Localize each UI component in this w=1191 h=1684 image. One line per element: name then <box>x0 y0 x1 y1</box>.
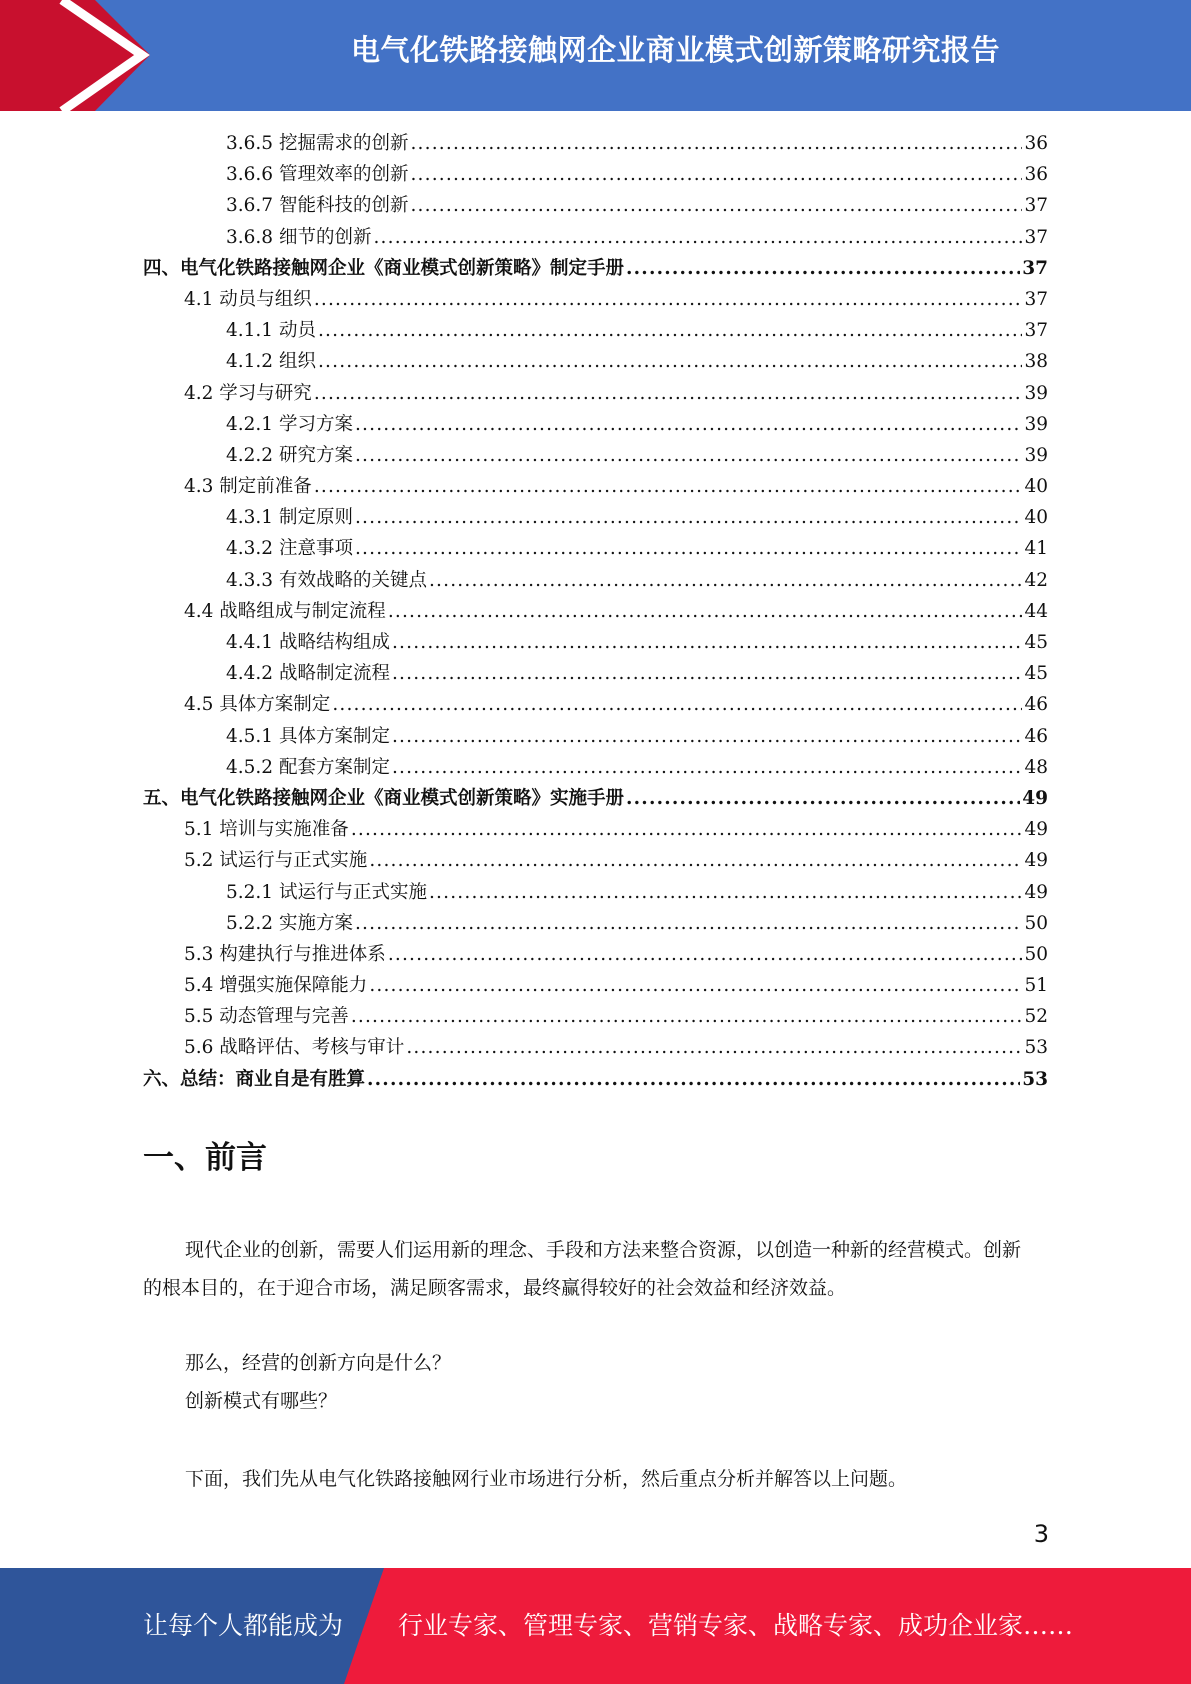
toc-entry-page: 49 <box>1024 881 1048 903</box>
toc-entry[interactable] <box>143 627 1048 658</box>
toc-entry[interactable] <box>143 346 1048 377</box>
toc-entry-title: 5.1 培训与实施准备 <box>184 819 349 841</box>
toc-entry-title: 3.6.5 挖掘需求的创新 <box>226 133 409 154</box>
toc-entry-title: 5.6 战略评估、考核与审计 <box>184 1037 405 1059</box>
paragraph-next: 下面，我们先从电气化铁路接触网行业市场进行分析，然后重点分析并解答以上问题。 <box>185 1468 908 1490</box>
toc-entry[interactable] <box>143 533 1048 564</box>
toc-entry-page: 40 <box>1024 476 1048 498</box>
toc-dot-leader <box>388 939 1023 970</box>
toc-entry-title: 5.2 试运行与正式实施 <box>184 850 368 872</box>
toc-dot-leader <box>410 159 1022 190</box>
toc-dot-leader <box>406 1032 1022 1063</box>
toc-entry-title: 4.5.1 具体方案制定 <box>226 725 390 747</box>
page-number: 3 <box>1033 1520 1049 1548</box>
toc-entry-title: 4.1.2 组织 <box>226 351 316 373</box>
toc-entry[interactable] <box>143 814 1048 845</box>
toc-dot-leader <box>314 378 1023 409</box>
toc-entry[interactable] <box>143 253 1048 284</box>
section-title: 一、前言 <box>143 1140 267 1176</box>
toc-dot-leader <box>314 284 1023 315</box>
toc-entry-title: 4.1 动员与组织 <box>184 288 312 310</box>
toc-entry-page: 39 <box>1024 444 1048 466</box>
toc-entry-title: 4.3.1 制定原则 <box>226 507 353 529</box>
paragraph-question-1: 那么，经营的创新方向是什么？ <box>185 1352 452 1374</box>
toc-dot-leader <box>392 752 1022 783</box>
toc-entry[interactable] <box>143 939 1048 970</box>
toc-entry[interactable] <box>143 471 1048 502</box>
toc-dot-leader <box>351 814 1023 845</box>
paragraph-intro: 现代企业的创新，需要人们运用新的理念、手段和方法来整合资源，以创造一种新的经营模式。创新的根本目的，在于迎合市场，满足顾客需求，最终赢得较好的社会效益和经济效益。 <box>143 1239 1022 1299</box>
toc-entry-page: 45 <box>1024 632 1048 653</box>
toc-entry[interactable] <box>143 159 1048 190</box>
toc-entry-title: 四、电气化铁路接触网企业《商业模式创新策略》制定手册 <box>143 257 625 279</box>
toc-entry[interactable] <box>143 190 1048 221</box>
toc-entry[interactable] <box>143 315 1048 346</box>
toc-dot-leader <box>367 1064 1020 1095</box>
toc-entry-page: 37 <box>1024 226 1048 248</box>
toc-entry-title: 4.2 学习与研究 <box>184 382 312 404</box>
toc-dot-leader <box>318 346 1023 377</box>
toc-entry-title: 5.4 增强实施保障能力 <box>184 975 368 997</box>
toc-entry-page: 36 <box>1024 164 1048 186</box>
footer-slogan-left: 让每个人都能成为 <box>143 1611 344 1640</box>
toc-entry[interactable] <box>143 1001 1048 1032</box>
toc-entry[interactable] <box>143 1064 1048 1095</box>
toc-dot-leader <box>392 721 1022 752</box>
toc-entry[interactable] <box>143 845 1048 876</box>
toc-entry[interactable] <box>143 752 1048 783</box>
toc-entry[interactable] <box>143 689 1048 720</box>
toc-entry-page: 37 <box>1024 320 1048 342</box>
toc-entry-title: 5.3 构建执行与推进体系 <box>184 943 386 965</box>
toc-entry[interactable] <box>143 596 1048 627</box>
toc-entry-page: 50 <box>1024 912 1048 934</box>
toc-entry-page: 40 <box>1024 507 1048 529</box>
toc-dot-leader <box>314 471 1023 502</box>
toc-entry-page: 52 <box>1024 1006 1048 1028</box>
toc-dot-leader <box>392 658 1022 689</box>
toc-dot-leader <box>410 190 1022 221</box>
toc-dot-leader <box>429 877 1022 908</box>
toc-dot-leader <box>318 315 1023 346</box>
toc-entry-title: 六、总结：商业自是有胜算 <box>143 1068 366 1090</box>
footer-slogan-right: 行业专家、管理专家、营销专家、战略专家、成功企业家…… <box>398 1611 1074 1640</box>
toc-entry-page: 37 <box>1024 288 1048 310</box>
toc-entry-title: 五、电气化铁路接触网企业《商业模式创新策略》实施手册 <box>143 787 625 809</box>
toc-entry[interactable] <box>143 908 1048 939</box>
toc-entry[interactable] <box>143 440 1048 471</box>
toc-entry-page: 37 <box>1022 257 1048 279</box>
toc-entry-page: 48 <box>1024 756 1048 778</box>
toc-entry-title: 4.4.1 战略结构组成 <box>226 632 390 653</box>
toc-entry-title: 3.6.6 管理效率的创新 <box>226 164 409 186</box>
toc-dot-leader <box>355 440 1023 471</box>
toc-dot-leader <box>332 689 1022 720</box>
page-header <box>0 0 1191 111</box>
toc-entry[interactable] <box>143 284 1048 315</box>
toc-entry-title: 5.2.1 试运行与正式实施 <box>226 881 427 903</box>
toc-entry-title: 4.2.2 研究方案 <box>226 444 353 466</box>
toc-entry-page: 39 <box>1024 382 1048 404</box>
toc-entry-title: 3.6.8 细节的创新 <box>226 226 372 248</box>
toc-dot-leader <box>351 1001 1023 1032</box>
toc-entry-title: 4.4 战略组成与制定流程 <box>184 600 386 622</box>
toc-entry-page: 50 <box>1024 943 1048 965</box>
toc-entry-page: 45 <box>1024 663 1048 685</box>
toc-entry[interactable] <box>143 970 1048 1001</box>
toc-entry[interactable] <box>143 565 1048 596</box>
toc-entry[interactable] <box>143 877 1048 908</box>
toc-entry-page: 49 <box>1024 819 1048 841</box>
toc-dot-leader <box>355 502 1023 533</box>
toc-entry-page: 38 <box>1024 351 1048 373</box>
toc-dot-leader <box>355 908 1023 939</box>
toc-entry-page: 49 <box>1024 850 1048 872</box>
toc-dot-leader <box>410 128 1022 159</box>
toc-entry-title: 4.4.2 战略制定流程 <box>226 663 390 685</box>
toc-entry-title: 4.2.1 学习方案 <box>226 413 353 435</box>
toc-entry-title: 4.1.1 动员 <box>226 320 316 342</box>
toc-entry[interactable] <box>143 502 1048 533</box>
toc-entry-page: 44 <box>1024 600 1048 622</box>
page-footer <box>0 1568 1191 1684</box>
toc-entry-title: 4.3.2 注意事项 <box>226 538 353 560</box>
toc-dot-leader <box>373 222 1022 253</box>
toc-entry[interactable] <box>143 222 1048 253</box>
toc-dot-leader <box>388 596 1023 627</box>
toc-entry[interactable] <box>143 1032 1048 1063</box>
toc-entry[interactable] <box>143 721 1048 752</box>
toc-entry-page: 53 <box>1024 1037 1048 1059</box>
toc-dot-leader <box>626 783 1020 814</box>
toc-entry-page: 46 <box>1024 725 1048 747</box>
toc-entry[interactable] <box>143 128 1048 159</box>
toc-entry-title: 5.2.2 实施方案 <box>226 912 353 934</box>
toc-dot-leader <box>369 970 1022 1001</box>
paragraph-question-2: 创新模式有哪些？ <box>185 1390 338 1412</box>
toc-dot-leader <box>429 565 1022 596</box>
report-title: 电气化铁路接触网企业商业模式创新策略研究报告 <box>350 33 1000 67</box>
toc-dot-leader <box>392 627 1022 658</box>
toc-entry-page: 36 <box>1024 133 1048 154</box>
toc-entry-page: 39 <box>1024 413 1048 435</box>
toc-entry-title: 4.3.3 有效战略的关键点 <box>226 569 427 591</box>
toc-entry[interactable] <box>143 409 1048 440</box>
table-of-contents <box>143 128 1048 1095</box>
toc-entry-title: 5.5 动态管理与完善 <box>184 1006 349 1028</box>
toc-entry-title: 4.5.2 配套方案制定 <box>226 756 390 778</box>
toc-entry-page: 46 <box>1024 694 1048 716</box>
toc-entry-title: 4.3 制定前准备 <box>184 476 312 498</box>
toc-entry-page: 42 <box>1024 569 1048 591</box>
toc-entry-page: 49 <box>1022 787 1048 809</box>
toc-entry[interactable] <box>143 783 1048 814</box>
toc-entry[interactable] <box>143 658 1048 689</box>
toc-entry-page: 51 <box>1024 975 1048 997</box>
toc-dot-leader <box>355 533 1023 564</box>
toc-dot-leader <box>626 253 1020 284</box>
toc-entry-page: 37 <box>1024 195 1048 217</box>
toc-dot-leader <box>369 845 1022 876</box>
toc-entry-page: 41 <box>1024 538 1048 560</box>
toc-entry-title: 3.6.7 智能科技的创新 <box>226 195 409 217</box>
toc-dot-leader <box>355 409 1023 440</box>
toc-entry-page: 53 <box>1022 1068 1048 1090</box>
header-red-chevron <box>0 0 170 111</box>
toc-entry[interactable] <box>143 378 1048 409</box>
toc-entry-title: 4.5 具体方案制定 <box>184 694 331 716</box>
